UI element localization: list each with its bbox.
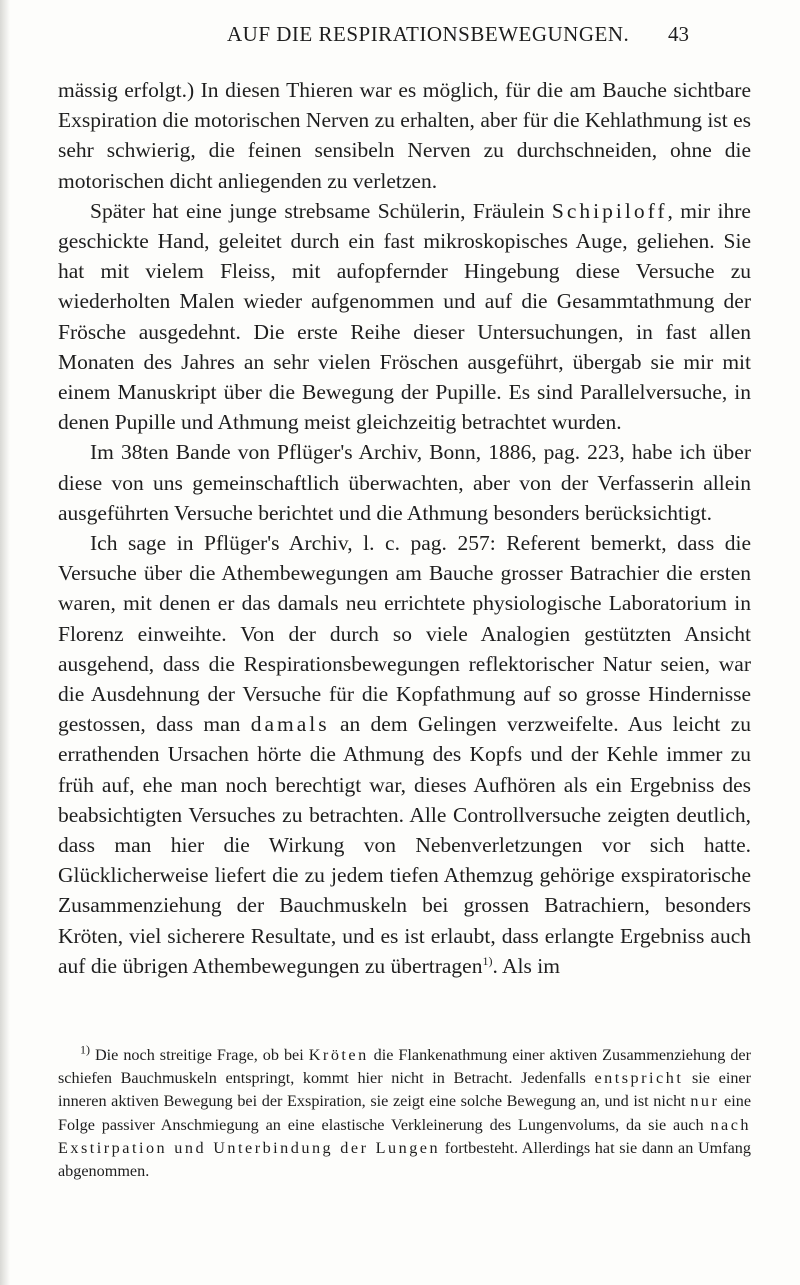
footnote-paragraph <box>58 1044 751 1183</box>
paragraph-2-text-a: Später hat eine junge strebsame Schülerin, Fräulein <box>90 198 552 223</box>
footnote <box>58 1044 751 1183</box>
footnote-text-i: fortbesteht. Allerdings hat sie dann an Umfang abgenommen. <box>58 1138 751 1181</box>
page-gutter-shadow <box>0 0 10 1285</box>
footnote-reference: 1) <box>482 953 493 968</box>
person-name: Schipiloff <box>551 198 668 223</box>
footnote-text-c: die Flankenathmung einer aktiven Zusammenziehung der schiefen Bauchmuskeln entspringt, kommt hier nicht in Betracht. Jedenfalls <box>58 1046 751 1088</box>
page-number: 43 <box>668 22 689 46</box>
footnote-text-g: eine Folge passiver Anschmiegung an eine elastische Verkleinerung des Lungenvolums, da sie auch <box>58 1092 752 1134</box>
paragraph-4 <box>58 528 751 981</box>
emphasis-damals: damals <box>250 712 330 737</box>
footnote-emphasis-nur: nur <box>690 1092 720 1111</box>
paragraph-3: Im 38ten Bande von Pflüger's Archiv, Bonn, 1886, pag. 223, habe ich über diese von uns gemeinschaftlich überwachten, aber von der Verfasserin allein ausgeführten Versuche berichtet und die Athmung besonders berücksichtigt. <box>58 440 751 525</box>
footnote-emphasis-entspricht: entspricht <box>594 1069 684 1088</box>
footnote-emphasis-exstirpation: nach Exstirpation und Unterbindung der Lungen <box>58 1115 751 1157</box>
paragraph-4-text-c: . Als im <box>492 953 560 978</box>
paragraph-2 <box>58 196 751 438</box>
paragraph-4-text-a: Ich sage in Pflüger's Archiv, l. c. pag. 257: Referent bemerkt, dass die Versuche über die Athembewegungen am Bauche grosser Batrachier die ersten waren, mit denen er das damals neu errichtete physiologische Laboratorium in Florenz einweihte. Von der durch so viele Analogien gestützten Ansicht ausgehend, dass die Respirationsbewegungen reflektorischer Natur seien, war die Ausdehnung der Versuche für die Kopfathmung auf so grosse Hindernisse gestossen, dass man <box>58 531 751 737</box>
paragraph-1: mässig erfolgt.) In diesen Thieren war es möglich, für die am Bauche sichtbare Exspiration die motorischen Nerven zu erhalten, aber für die Kehlathmung ist es sehr schwierig, die feinen sensibeln Nerven zu durchschneiden, ohne die motorischen dicht anliegenden zu verletzen. <box>58 78 751 193</box>
body-text <box>58 75 751 981</box>
paragraph-4-text-b: an dem Gelingen verzweifelte. Aus leicht zu errathenden Ursachen hörte die Athmung des Kopfs und der Kehle immer zu früh auf, ehe man noch berechtigt war, dieses Aufhören als ein Ergebniss des beabsichtigten Versuches zu betrachten. Alle Controllversuche zeigten deutlich, dass man hier die Wirkung von Nebenverletzungen vor sich hatte. Glücklicherweise liefert die zu jedem tiefen Athemzug gehörige exspiratorische Zusammenziehung der Bauchmuskeln bei grossen Batrachiern, besonders Kröten, viel sicherere Resultate, und es ist erlaubt, dass erlangte Ergebniss auch auf die übrigen Athembewegungen zu übertragen <box>58 712 752 978</box>
running-head: AUF DIE RESPIRATIONSBEWEGUNGEN. <box>227 22 630 46</box>
footnote-marker: 1) <box>80 1042 90 1057</box>
paragraph-2-text-b: , mir ihre geschickte Hand, geleitet durch ein fast mikroskopisches Auge, geliehen. Sie hat mit vielem Fleiss, mit aufopfernder Hingebung diese Versuche zu wiederholten Malen wieder aufgenommen und auf die Gesammtathmung der Frösche ausgedehnt. Die erste Reihe dieser Untersuchungen, in fast allen Monaten des Jahres an sehr vielen Fröschen ausgeführt, übergab sie mir mit einem Manuskript über die Bewegung der Pupille. Es sind Parallelversuche, in denen Pupille und Athmung meist gleichzeitig betrachtet wurden. <box>58 198 751 435</box>
footnote-text-a: Die noch streitige Frage, ob bei <box>90 1046 309 1064</box>
footnote-text-e: sie einer inneren aktiven Bewegung bei der Exspiration, sie zeigt eine solche Bewegung an, und ist nicht <box>58 1069 751 1111</box>
footnote-emphasis-kroeten: Kröten <box>308 1046 369 1064</box>
